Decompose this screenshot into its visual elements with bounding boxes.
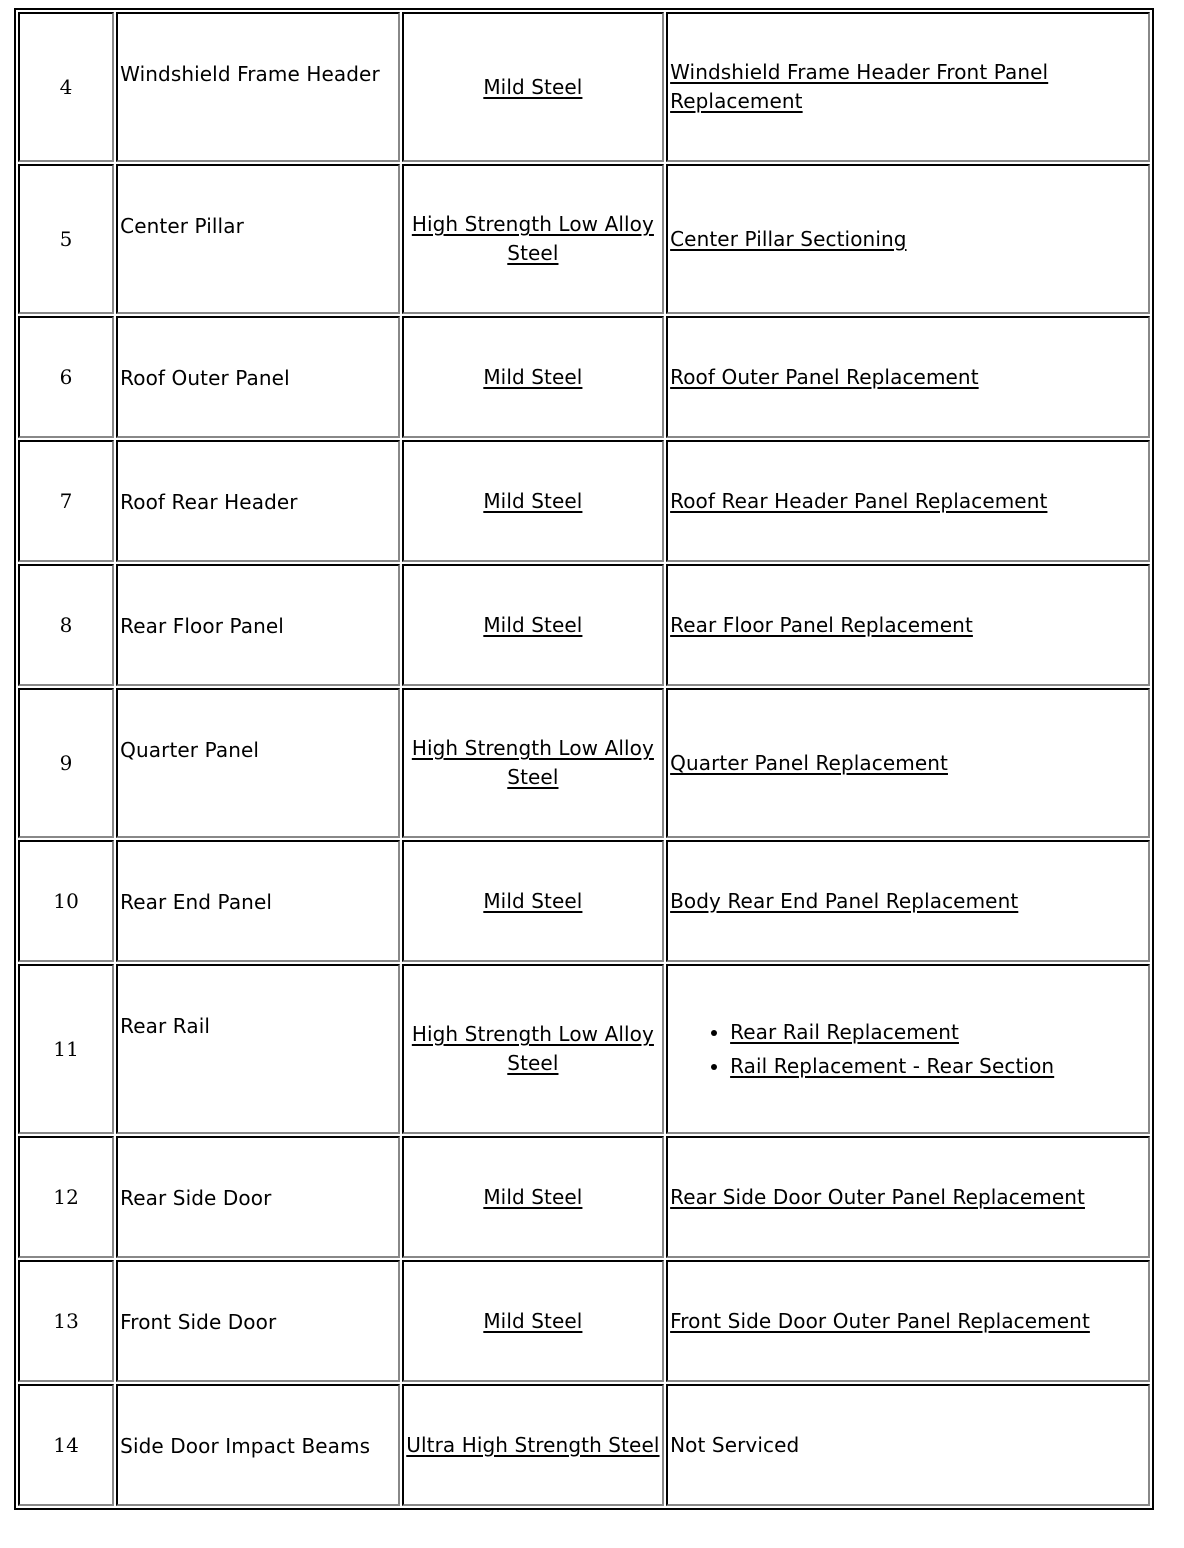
procedure-cell [666, 688, 1150, 838]
material-cell [402, 164, 664, 314]
parts-table-container [14, 8, 1154, 1548]
procedure-cell [666, 1136, 1150, 1258]
parts-table-body [18, 12, 1150, 1506]
part-name: Center Pillar [120, 214, 244, 238]
material-link[interactable]: Mild Steel [483, 1308, 583, 1333]
procedure-link[interactable]: Quarter Panel Replacement [670, 750, 948, 775]
procedure-cell [666, 12, 1150, 162]
part-name: Rear End Panel [120, 890, 273, 914]
table-row [18, 164, 1150, 314]
material-cell [402, 12, 664, 162]
part-name: Rear Floor Panel [120, 614, 284, 638]
material-cell [402, 964, 664, 1134]
part-name: Side Door Impact Beams [120, 1434, 371, 1458]
part-name-cell [116, 564, 400, 686]
procedure-link[interactable]: Roof Outer Panel Replacement [670, 364, 979, 389]
procedure-list [670, 1018, 1148, 1081]
procedure-link[interactable]: Roof Rear Header Panel Replacement [670, 488, 1048, 513]
part-name-cell [116, 1136, 400, 1258]
procedure-link[interactable]: Rear Side Door Outer Panel Replacement [670, 1184, 1085, 1209]
part-name: Windshield Frame Header [120, 62, 380, 86]
procedure-cell [666, 164, 1150, 314]
material-cell [402, 1260, 664, 1382]
table-row [18, 688, 1150, 838]
procedure-cell [666, 316, 1150, 438]
row-number: 11 [18, 964, 114, 1134]
procedure-cell [666, 1260, 1150, 1382]
material-link[interactable]: High Strength Low Alloy Steel [411, 736, 654, 789]
list-item [730, 1018, 1148, 1047]
parts-table [14, 8, 1154, 1510]
procedure-link[interactable]: Front Side Door Outer Panel Replacement [670, 1308, 1090, 1333]
material-link[interactable]: Mild Steel [483, 488, 583, 513]
row-number: 5 [18, 164, 114, 314]
list-item [730, 1052, 1148, 1081]
part-name-cell [116, 964, 400, 1134]
material-link[interactable]: High Strength Low Alloy Steel [411, 1022, 654, 1075]
material-link[interactable]: Mild Steel [483, 364, 583, 389]
material-cell [402, 1136, 664, 1258]
part-name-cell [116, 840, 400, 962]
row-number: 12 [18, 1136, 114, 1258]
part-name-cell [116, 1384, 400, 1506]
material-cell [402, 688, 664, 838]
part-name: Rear Side Door [120, 1186, 272, 1210]
table-row [18, 564, 1150, 686]
table-row [18, 964, 1150, 1134]
table-row [18, 1136, 1150, 1258]
procedure-link[interactable]: Rail Replacement - Rear Section [730, 1053, 1055, 1078]
row-number: 4 [18, 12, 114, 162]
procedure-link[interactable]: Windshield Frame Header Front Panel Replacement [670, 60, 1049, 113]
part-name: Quarter Panel [120, 738, 260, 762]
procedure-cell [666, 840, 1150, 962]
part-name-cell [116, 440, 400, 562]
part-name-cell [116, 1260, 400, 1382]
procedure-link[interactable]: Center Pillar Sectioning [670, 226, 907, 251]
part-name: Rear Rail [120, 1014, 211, 1038]
part-name-cell [116, 688, 400, 838]
row-number: 13 [18, 1260, 114, 1382]
part-name-cell [116, 164, 400, 314]
material-cell [402, 316, 664, 438]
table-row [18, 440, 1150, 562]
row-number: 7 [18, 440, 114, 562]
procedure-link[interactable]: Rear Floor Panel Replacement [670, 612, 973, 637]
material-link[interactable]: Mild Steel [483, 1184, 583, 1209]
row-number: 6 [18, 316, 114, 438]
procedure-text: Not Serviced [670, 1432, 800, 1457]
material-link[interactable]: Mild Steel [483, 74, 583, 99]
table-row [18, 1384, 1150, 1506]
material-link[interactable]: Mild Steel [483, 612, 583, 637]
procedure-cell [666, 964, 1150, 1134]
row-number: 14 [18, 1384, 114, 1506]
table-row [18, 840, 1150, 962]
procedure-link[interactable]: Rear Rail Replacement [730, 1019, 959, 1044]
part-name: Roof Outer Panel [120, 366, 290, 390]
material-cell [402, 564, 664, 686]
part-name: Front Side Door [120, 1310, 277, 1334]
row-number: 8 [18, 564, 114, 686]
procedure-cell [666, 440, 1150, 562]
table-row [18, 316, 1150, 438]
part-name: Roof Rear Header [120, 490, 298, 514]
material-cell [402, 1384, 664, 1506]
material-link[interactable]: Mild Steel [483, 888, 583, 913]
procedure-cell [666, 1384, 1150, 1506]
material-cell [402, 840, 664, 962]
part-name-cell [116, 12, 400, 162]
material-link[interactable]: Ultra High Strength Steel [406, 1432, 660, 1457]
procedure-link[interactable]: Body Rear End Panel Replacement [670, 888, 1019, 913]
material-link[interactable]: High Strength Low Alloy Steel [411, 212, 654, 265]
part-name-cell [116, 316, 400, 438]
procedure-cell [666, 564, 1150, 686]
material-cell [402, 440, 664, 562]
table-row [18, 12, 1150, 162]
row-number: 9 [18, 688, 114, 838]
row-number: 10 [18, 840, 114, 962]
table-row [18, 1260, 1150, 1382]
